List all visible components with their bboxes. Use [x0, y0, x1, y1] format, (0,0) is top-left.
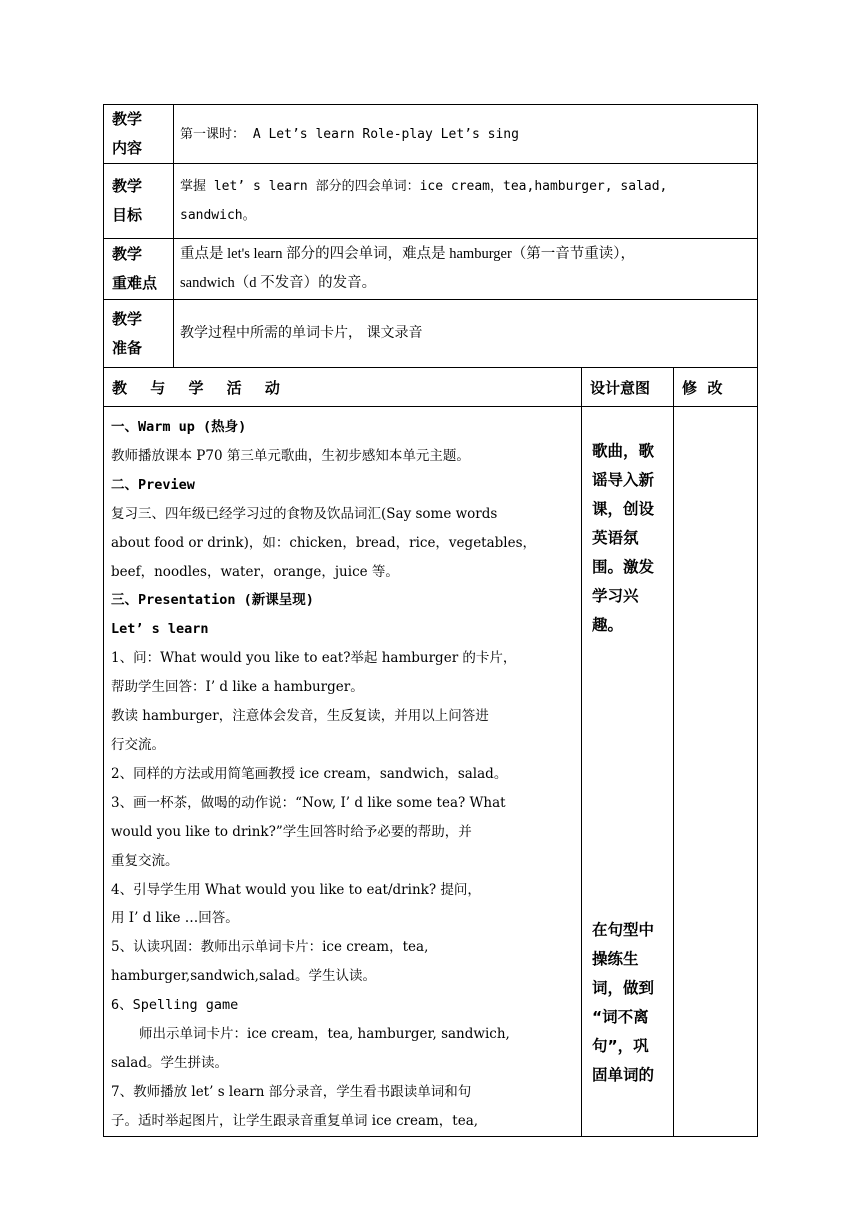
row-goal [104, 164, 758, 239]
activity-header: 教 与 学 活 动 [104, 368, 582, 407]
activity-line: 师出示单词卡片：ice cream，tea, hamburger, sandwich, [139, 1026, 510, 1043]
activity-line: 4、引导学生用 What would you like to eat/drink? 提问， [111, 881, 481, 898]
revision-header: 修 改 [674, 368, 758, 407]
key-line-2: sandwich（d 不发音）的发音。 [180, 275, 377, 291]
activity-line: 子。适时举起图片，让学生跟录音重复单词 ice cream，tea, [111, 1112, 479, 1129]
revision-cell [674, 407, 758, 1137]
key-label: 教学 重难点 [104, 239, 174, 300]
activity-line: 7、教师播放 let’ s learn 部分录音，学生看书跟读单词和句 [111, 1083, 472, 1100]
content-label: 教学 内容 [104, 105, 174, 164]
activity-line: would you like to drink?”学生回答时给予必要的帮助，并 [111, 823, 472, 840]
goal-line-2: sandwich。 [180, 208, 256, 223]
key-line-1: 重点是 let's learn 部分的四会单词，难点是 hamburger（第一音节重读）， [180, 246, 636, 262]
design-header: 设计意图 [582, 368, 674, 407]
activity-body-row [104, 407, 758, 1137]
activity-line: 5、认读巩固：教师出示单词卡片：ice cream，tea, [111, 939, 429, 956]
activity-line: beef，noodles，water，orange，juice 等。 [111, 563, 399, 580]
activity-line: 复习三、四年级已经学习过的食物及饮品词汇(Say some words [111, 505, 498, 522]
line-lets-learn: Let’ s learn [111, 621, 209, 638]
activity-line: 2、同样的方法或用简笔画教授 ice cream，sandwich，salad。 [111, 765, 508, 782]
lesson-plan-table [103, 104, 758, 1137]
design-spacer [592, 640, 669, 916]
row-key-points [104, 239, 758, 300]
goal-text [174, 164, 758, 239]
content-text: 第一课时： A Let’s learn Role-play Let’s sing [174, 105, 758, 164]
activity-line: 3、画一杯茶，做喝的动作说：“Now, I’ d like some tea? What [111, 794, 506, 811]
activity-line: 教师播放课本 P70 第三单元歌曲，生初步感知本单元主题。 [111, 447, 470, 464]
key-text [174, 239, 758, 300]
activity-body [104, 407, 582, 1137]
activity-line: 帮助学生回答：I’ d like a hamburger。 [111, 679, 364, 696]
row-content [104, 105, 758, 164]
prep-text: 教学过程中所需的单词卡片， 课文录音 [174, 300, 758, 368]
activity-line: 行交流。 [111, 736, 165, 753]
line-preview-heading: 二、Preview [111, 476, 195, 493]
goal-label: 教学 目标 [104, 164, 174, 239]
prep-label: 教学 准备 [104, 300, 174, 368]
row-prep [104, 300, 758, 368]
activity-line: 1、问：What would you like to eat?举起 hamburger 的卡片， [111, 650, 517, 667]
activity-line: hamburger,sandwich,salad。学生认读。 [111, 968, 376, 985]
activity-line: salad。学生拼读。 [111, 1054, 228, 1071]
activity-header-row [104, 368, 758, 407]
design-intent-cell [582, 407, 674, 1137]
line-presentation-heading: 三、Presentation (新课呈现) [111, 592, 314, 609]
line-warmup-heading: 一、Warm up (热身) [111, 419, 247, 435]
design-note-1: 歌曲，歌 谣导入新 课，创设 英语氛 围。激发 学习兴 趣。 [592, 442, 655, 634]
line-spelling-game: 6、Spelling game [111, 997, 239, 1014]
goal-line-1: 掌握 let’ s learn 部分的四会单词：ice cream，tea,hamburger, salad, [180, 179, 668, 194]
activity-line: 教读 hamburger，注意体会发音，生反复读，并用以上问答进 [111, 708, 489, 725]
design-note-2: 在句型中 操练生 词，做到 “词不离 句”，巩 固单词的 [592, 921, 655, 1084]
activity-line: about food or drink)，如：chicken，bread，rice，vegetables， [111, 534, 537, 551]
activity-line: 重复交流。 [111, 852, 179, 869]
activity-line: 用 I’ d like …回答。 [111, 910, 239, 927]
